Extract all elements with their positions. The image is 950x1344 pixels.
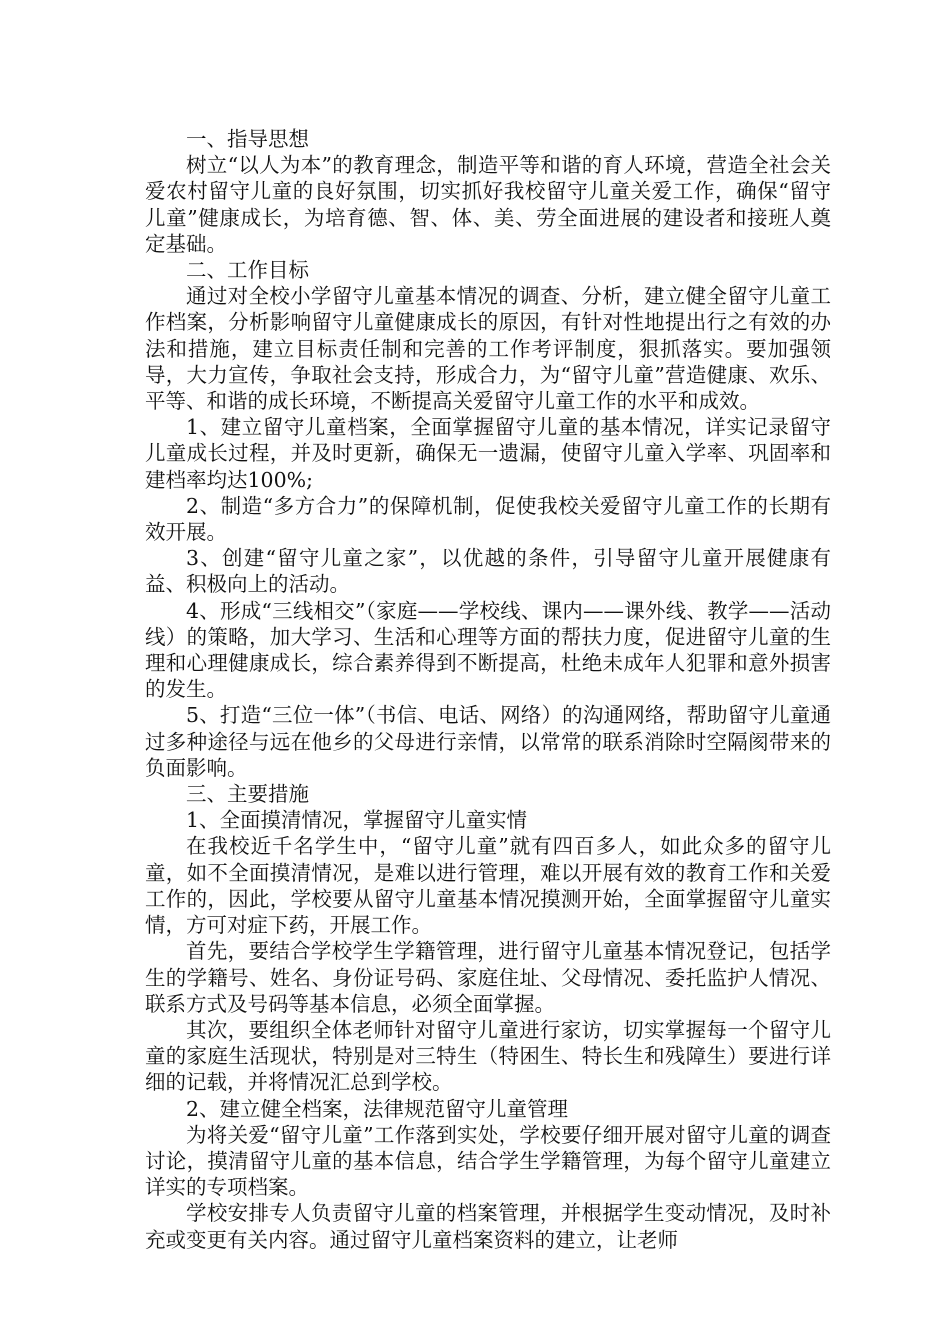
paragraph: 首先，要结合学校学生学籍管理，进行留守儿童基本情况登记，包括学生的学籍号、姓名、身份证号码、家庭住址、父母情况、委托监护人情况、联系方式及号码等基本信息，必须全面掌握。 [145,939,831,1016]
subsection-heading-2: 2、建立健全档案，法律规范留守儿童管理 [186,1096,569,1121]
paragraph: 通过对全校小学留守儿童基本情况的调查、分析，建立健全留守儿童工作档案，分析影响留守儿童健康成长的原因，有针对性地提出行之有效的办法和措施，建立目标责任制和完善的工作考评制度，狠抓落实。要加强领导，大力宣传，争取社会支持，形成合力，为“留守儿童”营造健康、欢乐、平等、和谐的成长环境，不断提高关爱留守儿童工作的水平和成效。 [145,284,831,414]
paragraph: 其次，要组织全体老师针对留守儿童进行家访，切实掌握每一个留守儿童的家庭生活现状，特别是对三特生（特困生、特长生和残障生）要进行详细的记载，并将情况汇总到学校。 [145,1017,831,1095]
subsection-heading-1: 1、全面摸清情况，掌握留守儿童实情 [186,808,528,833]
goal-item-4: 4、形成“三线相交”（家庭——学校线、课内——课外线、教学——活动线）的策略，加大学习、生活和心理等方面的帮扶力度，促进留守儿童的生理和心理健康成长，综合素养得到不断提高，杜绝未成年人犯罪和意外损害的发生。 [145,598,831,702]
section-heading-main-measures: 三、主要措施 [186,782,309,807]
paragraph: 学校安排专人负责留守儿童的档案管理，并根据学生变动情况，及时补充或变更有关内容。通过留守儿童档案资料的建立，让老师 [145,1201,831,1252]
goal-item-1: 1、建立留守儿童档案，全面掌握留守儿童的基本情况，详实记录留守儿童成长过程，并及时更新，确保无一遗漏，使留守儿童入学率、巩固率和建档率均达100%; [145,415,831,492]
goal-item-3: 3、创建“留守儿童之家”，以优越的条件，引导留守儿童开展健康有益、积极向上的活动。 [145,546,831,597]
section-heading-work-goals: 二、工作目标 [186,258,309,283]
document-body [145,126,831,1253]
section-heading-guiding-ideology: 一、指导思想 [186,127,309,151]
goal-item-2: 2、制造“多方合力”的保障机制，促使我校关爱留守儿童工作的长期有效开展。 [145,493,831,545]
goal-item-5: 5、打造“三位一体”（书信、电话、网络）的沟通网络，帮助留守儿童通过多种途径与远在他乡的父母进行亲情，以常常的联系消除时空隔阂带来的负面影响。 [145,703,831,780]
paragraph: 树立“以人为本”的教育理念，制造平等和谐的育人环境，营造全社会关爱农村留守儿童的良好氛围，切实抓好我校留守儿童关爱工作，确保“留守儿童”健康成长，为培育德、智、体、美、劳全面进展的建设者和接班人奠定基础。 [145,153,831,256]
paragraph: 为将关爱“留守儿童”工作落到实处，学校要仔细开展对留守儿童的调查讨论，摸清留守儿童的基本信息，结合学生学籍管理，为每个留守儿童建立详实的专项档案。 [145,1122,831,1200]
paragraph: 在我校近千名学生中，“留守儿童”就有四百多人，如此众多的留守儿童，如不全面摸清情况，是难以进行管理，难以开展有效的教育工作和关爱工作的，因此，学校要从留守儿童基本情况摸测开始，全面掌握留守儿童实情，方可对症下药，开展工作。 [145,834,831,938]
